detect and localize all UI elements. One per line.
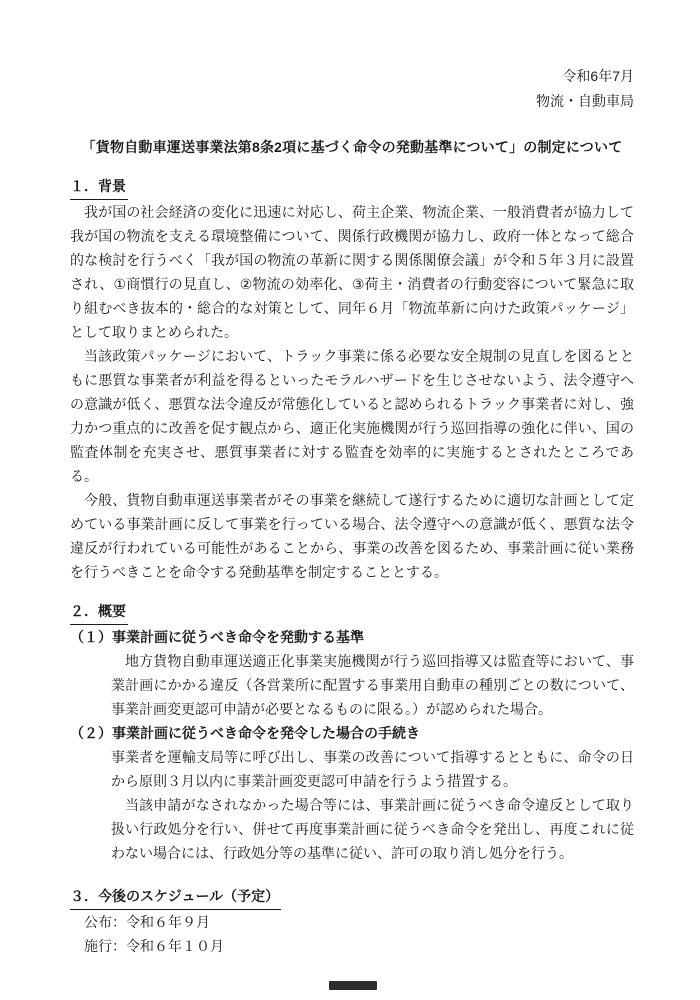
section-overview [70, 599, 634, 865]
section-heading-schedule [70, 884, 634, 910]
section-heading-background-text: １．背景 [70, 174, 128, 200]
section-background [70, 174, 634, 584]
overview-item1-body: 地方貨物自動車運送適正化事業実施機関が行う巡回指導又は監査等において、事業計画にかかる違反（各営業所に配置する事業用自動車の種別ごとの数について、事業計画変更認可申請が必要となるものに限る。）が認められた場合。 [111, 653, 634, 717]
section-heading-overview-text: ２．概要 [70, 599, 128, 625]
background-paragraph-2: 当該政策パッケージにおいて、トラック事業に係る必要な安全規制の見直しを図るとともに悪質な事業者が利益を得るといったモラルハザードを生じさせないよう、法令遵守への意識が低く、悪質な法令違反が常態化していると認められるトラック事業者に対し、強力かつ重点的に改善を促す観点から、適正化実施機関が行う巡回指導の強化に伴い、国の監査体制を充実させ、悪質事業者に対する監査を効率的に実施するとされたところである。 [70, 348, 634, 484]
overview-item2-body-1: 事業者を運輸支局等に呼び出し、事業の改善について指導するとともに、命令の日から原則３月以内に事業計画変更認可申請を行うよう措置する。 [111, 749, 634, 789]
document-bureau: 物流・自動車局 [536, 93, 634, 109]
overview-item1-heading: （１）事業計画に従うべき命令を発動する基準 [70, 629, 364, 645]
overview-item2-heading: （２）事業計画に従うべき命令を発令した場合の手続き [70, 725, 420, 741]
document-header [70, 64, 634, 114]
section-heading-overview [70, 599, 634, 625]
schedule-publication: 公布：令和６年９月 [84, 914, 210, 930]
section-heading-background [70, 174, 634, 200]
page-bottom-mark [329, 981, 377, 990]
document-date: 令和6年7月 [562, 68, 634, 84]
document-title: 「貨物自動車運送事業法第8条2項に基づく命令の発動基準について」の制定について [81, 139, 623, 155]
section-heading-schedule-text: ３．今後のスケジュール（予定） [70, 884, 281, 910]
background-paragraph-1: 我が国の社会経済の変化に迅速に対応し、荷主企業、物流企業、一般消費者が協力して我が国の物流を支える環境整備について、関係行政機関が協力し、政府一体となって総合的な検討を行うべく「我が国の物流の革新に関する関係閣僚会議」が令和５年３月に設置され、①商慣行の見直し、②物流の効率化、③荷主・消費者の行動変容について緊急に取り組むべき抜本的・総合的な対策として、同年６月「物流革新に向けた政策パッケージ」として取りまとめられた。 [70, 204, 634, 340]
background-paragraph-3: 今般、貨物自動車運送事業者がその事業を継続して遂行するために適切な計画として定めている事業計画に反して事業を行っている場合、法令遵守への意識が低く、悪質な法令違反が行われている可能性があることから、事業の改善を図るため、事業計画に従い業務を行うべきことを命令する発動基準を制定することとする。 [70, 492, 634, 580]
overview-item2-body-2: 当該申請がなされなかった場合等には、事業計画に従うべき命令違反として取り扱い行政処分を行い、併せて再度事業計画に従うべき命令を発出し、再度これに従わない場合には、行政処分等の基準に従い、許可の取り消し処分を行う。 [111, 797, 634, 861]
section-schedule [70, 884, 634, 958]
schedule-enforcement: 施行：令和６年１０月 [84, 938, 224, 954]
